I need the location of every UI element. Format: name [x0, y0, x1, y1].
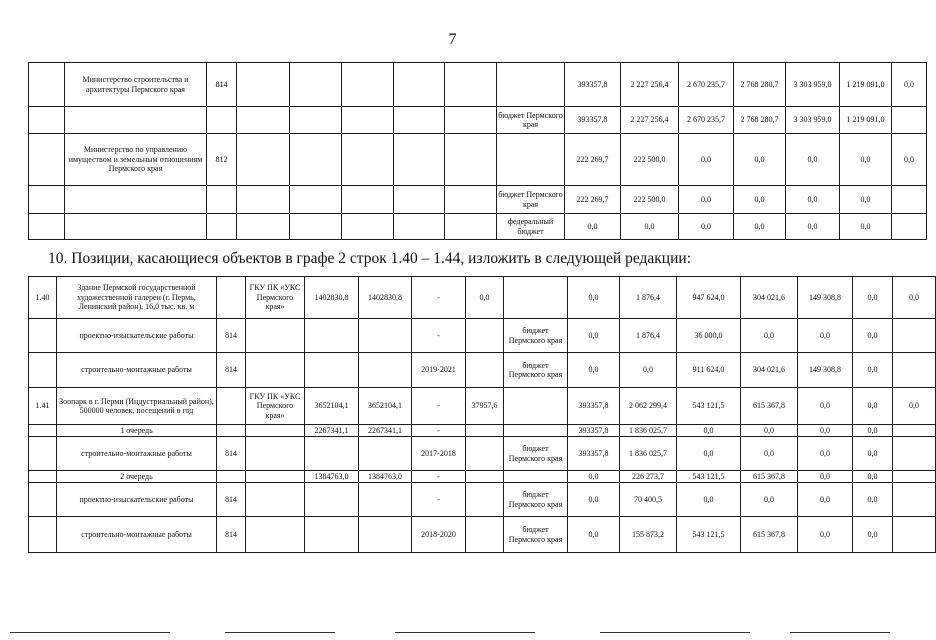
cell-v3: 0,0: [677, 437, 741, 471]
cell-v3: 36 000,0: [677, 319, 741, 353]
cell-v7: [893, 319, 936, 353]
cell-v2: 155 873,2: [620, 517, 677, 553]
cell-v2: 2 227 256,4: [621, 63, 679, 107]
cell-v1: 393357,8: [568, 437, 620, 471]
cell-v7: [893, 437, 936, 471]
cell-period: 2018-2020: [412, 517, 466, 553]
cell-v4: 304 021,6: [741, 353, 798, 388]
cell-period: -: [412, 483, 466, 517]
cell-c8: [466, 425, 504, 437]
page-bottom-rule: [225, 632, 335, 633]
cell-v4: 615 367,8: [741, 517, 798, 553]
cell-v2: 2 062 299,4: [620, 388, 677, 425]
cell-v6: 1 219 091,0: [840, 63, 892, 107]
cell-v6: 0,0: [853, 517, 893, 553]
cell-cost1: 1384763,0: [305, 471, 359, 483]
cell-v5: 149 308,8: [798, 277, 853, 319]
cell-v6: 0,0: [853, 425, 893, 437]
cell-code: [217, 471, 246, 483]
cell-c8: [466, 353, 504, 388]
cell-v7: [893, 353, 936, 388]
cell-v3: 543 121,5: [677, 471, 741, 483]
cell-source: бюджет Пермского края: [497, 186, 565, 214]
cell-c6: [342, 107, 394, 134]
cell-v5: 0,0: [786, 214, 840, 240]
cell-v1: 0,0: [568, 277, 620, 319]
cell-period: 2019-2021: [412, 353, 466, 388]
cell-v3: 0,0: [679, 214, 734, 240]
cell-c5: [290, 63, 342, 107]
cell-code: [207, 214, 237, 240]
cell-v6: 0,0: [840, 134, 892, 186]
cell-v2: 0,0: [620, 353, 677, 388]
cell-period: -: [412, 277, 466, 319]
cell-cost2: 1384763,0: [359, 471, 412, 483]
table-row: [29, 214, 927, 240]
cell-num: [29, 186, 65, 214]
cell-v6: 0,0: [853, 319, 893, 353]
cell-source: [504, 277, 568, 319]
cell-name: Здание Пермской государственной художественной галереи (г. Пермь, Ленинский район), 16,0 тыс. кв. м: [57, 277, 217, 319]
cell-v3: 947 624,0: [677, 277, 741, 319]
cell-num: [29, 134, 65, 186]
cell-v4: 0,0: [741, 483, 798, 517]
cell-v1: 0,0: [568, 517, 620, 553]
cell-cost2: 3652104,1: [359, 388, 412, 425]
table-row: [29, 107, 927, 134]
cell-cost1: 1402830,8: [305, 277, 359, 319]
cell-v5: 0,0: [798, 483, 853, 517]
cell-source: [497, 134, 565, 186]
cell-v7: [893, 471, 936, 483]
cell-v1: 0,0: [565, 214, 621, 240]
cell-v3: 0,0: [679, 186, 734, 214]
cell-c7: [394, 134, 445, 186]
cell-c8: [445, 107, 497, 134]
cell-code: [207, 186, 237, 214]
budget-table-objects: [28, 276, 936, 553]
cell-customer: ГКУ ПК «УКС Пермского края»: [246, 277, 305, 319]
table-row: [29, 425, 936, 437]
cell-num: [29, 63, 65, 107]
cell-v1: 393357,8: [568, 388, 620, 425]
cell-v4: 304 021,6: [741, 277, 798, 319]
cell-name: [65, 107, 207, 134]
cell-v5: 3 303 959,0: [786, 63, 840, 107]
cell-v1: 0,0: [568, 483, 620, 517]
cell-v4: 2 768 280,7: [734, 107, 786, 134]
cell-cost2: 2267341,1: [359, 425, 412, 437]
cell-c7: [394, 186, 445, 214]
cell-v5: 0,0: [798, 517, 853, 553]
cell-num: [29, 471, 57, 483]
cell-cost2: [359, 483, 412, 517]
cell-name: 1 очередь: [57, 425, 217, 437]
cell-code: 814: [207, 63, 237, 107]
cell-v2: 226 273,7: [620, 471, 677, 483]
cell-source: [504, 471, 568, 483]
cell-c8: [445, 214, 497, 240]
cell-num: [29, 437, 57, 471]
cell-v3: 2 670 235,7: [679, 63, 734, 107]
cell-v7: 0,0: [893, 277, 936, 319]
cell-customer: [246, 425, 305, 437]
table-row: [29, 353, 936, 388]
cell-num: [29, 214, 65, 240]
cell-num: [29, 483, 57, 517]
cell-v2: 222 500,0: [621, 186, 679, 214]
table-row: [29, 471, 936, 483]
cell-name: проектно-изыскательские работы: [57, 483, 217, 517]
cell-v2: 1 876,4: [620, 319, 677, 353]
cell-v5: 0,0: [798, 319, 853, 353]
cell-period: -: [412, 471, 466, 483]
cell-c7: [394, 214, 445, 240]
cell-v5: 0,0: [798, 425, 853, 437]
cell-num: 1.40: [29, 277, 57, 319]
cell-v2: 222 500,0: [621, 134, 679, 186]
cell-name: строительно-монтажные работы: [57, 437, 217, 471]
cell-v6: 0,0: [853, 388, 893, 425]
cell-source: [504, 388, 568, 425]
cell-v1: 222 269,7: [565, 134, 621, 186]
cell-v2: 1 836 025,7: [620, 437, 677, 471]
cell-c6: [342, 214, 394, 240]
cell-code: [207, 107, 237, 134]
table-row: [29, 437, 936, 471]
cell-customer: [246, 483, 305, 517]
cell-v7: 0,0: [893, 388, 936, 425]
cell-source: бюджет Пермского края: [504, 517, 568, 553]
cell-v6: 0,0: [840, 214, 892, 240]
cell-c5: [290, 186, 342, 214]
cell-c5: [290, 134, 342, 186]
cell-c4: [237, 63, 290, 107]
cell-name: Зоопарк в г. Перми (Индустриальный район), 500000 человек, посещений в год: [57, 388, 217, 425]
cell-c4: [237, 107, 290, 134]
cell-customer: [246, 353, 305, 388]
cell-code: [217, 388, 246, 425]
table-row: [29, 517, 936, 553]
cell-cost1: [305, 437, 359, 471]
cell-v1: 0,0: [568, 319, 620, 353]
cell-code: 814: [217, 483, 246, 517]
cell-c6: [342, 186, 394, 214]
cell-v5: 0,0: [786, 186, 840, 214]
cell-code: [217, 425, 246, 437]
cell-v4: 0,0: [741, 319, 798, 353]
cell-v2: 1 836 025,7: [620, 425, 677, 437]
cell-c8: [466, 483, 504, 517]
cell-name: [65, 214, 207, 240]
cell-code: 814: [217, 517, 246, 553]
cell-cost2: [359, 353, 412, 388]
cell-name: проектно-изыскательские работы: [57, 319, 217, 353]
cell-c6: [342, 134, 394, 186]
page-bottom-rule: [395, 632, 535, 633]
cell-v1: 0,0: [568, 353, 620, 388]
cell-cost1: [305, 353, 359, 388]
cell-v5: 0,0: [798, 437, 853, 471]
cell-cost2: 1402830,8: [359, 277, 412, 319]
cell-period: -: [412, 425, 466, 437]
cell-cost2: [359, 517, 412, 553]
cell-v3: 911 624,0: [677, 353, 741, 388]
cell-c8: [445, 63, 497, 107]
cell-customer: [246, 319, 305, 353]
cell-cost1: [305, 319, 359, 353]
cell-v1: 393357,8: [565, 107, 621, 134]
cell-v7: [892, 214, 927, 240]
cell-v4: 615 367,8: [741, 388, 798, 425]
cell-code: [217, 277, 246, 319]
cell-c8: [466, 437, 504, 471]
table-row: [29, 186, 927, 214]
cell-v6: 0,0: [853, 353, 893, 388]
cell-c4: [237, 214, 290, 240]
cell-v6: 1 219 091,0: [840, 107, 892, 134]
cell-v2: 70 400,5: [620, 483, 677, 517]
cell-v7: [892, 107, 927, 134]
cell-name: 2 очередь: [57, 471, 217, 483]
cell-v4: 615 367,8: [741, 471, 798, 483]
cell-v7: [892, 186, 927, 214]
cell-source: федеральный бюджет: [497, 214, 565, 240]
cell-v5: 0,0: [786, 134, 840, 186]
cell-name: строительно-монтажные работы: [57, 517, 217, 553]
cell-c8: 0,0: [466, 277, 504, 319]
cell-num: [29, 353, 57, 388]
page-number: 7: [448, 31, 457, 48]
cell-customer: ГКУ ПК «УКС Пермского края»: [246, 388, 305, 425]
page-bottom-rule: [10, 632, 170, 633]
cell-customer: [246, 437, 305, 471]
cell-c8: [466, 517, 504, 553]
cell-source: бюджет Пермского края: [504, 437, 568, 471]
cell-cost2: [359, 437, 412, 471]
cell-source: бюджет Пермского края: [504, 319, 568, 353]
cell-c8: [445, 186, 497, 214]
cell-c8: 37957,6: [466, 388, 504, 425]
page-bottom-rule: [790, 632, 890, 633]
section-heading: 10. Позиции, касающиеся объектов в графе 2 строк 1.40 – 1.44, изложить в следующей редакции:: [48, 250, 692, 267]
cell-v4: 0,0: [734, 134, 786, 186]
table-row: [29, 277, 936, 319]
table-row: [29, 483, 936, 517]
cell-cost2: [359, 319, 412, 353]
cell-period: 2017-2018: [412, 437, 466, 471]
cell-period: -: [412, 388, 466, 425]
cell-c7: [394, 63, 445, 107]
cell-v3: 543 121,5: [677, 388, 741, 425]
cell-v3: 2 670 235,7: [679, 107, 734, 134]
cell-v4: 0,0: [734, 186, 786, 214]
cell-code: 814: [217, 437, 246, 471]
cell-v7: [893, 483, 936, 517]
cell-num: [29, 517, 57, 553]
cell-v5: 149 308,8: [798, 353, 853, 388]
cell-customer: [246, 517, 305, 553]
table-row: [29, 134, 927, 186]
cell-c5: [290, 107, 342, 134]
cell-code: 814: [217, 353, 246, 388]
cell-v6: 0,0: [853, 471, 893, 483]
cell-v3: 0,0: [679, 134, 734, 186]
cell-source: [497, 63, 565, 107]
cell-cost1: 3652104,1: [305, 388, 359, 425]
cell-v1: 222 269,7: [565, 186, 621, 214]
cell-v4: 2 768 280,7: [734, 63, 786, 107]
cell-period: -: [412, 319, 466, 353]
cell-name: Министерство строительства и архитектуры Пермского края: [65, 63, 207, 107]
cell-c6: [342, 63, 394, 107]
cell-num: [29, 107, 65, 134]
cell-source: бюджет Пермского края: [504, 483, 568, 517]
budget-table-top: [28, 62, 927, 240]
page-bottom-rule: [600, 632, 750, 633]
cell-v2: 1 876,4: [620, 277, 677, 319]
cell-c7: [394, 107, 445, 134]
cell-v7: [893, 517, 936, 553]
cell-name: Министерство по управлению имуществом и земельным отношениям Пермского края: [65, 134, 207, 186]
cell-v7: 0,0: [892, 63, 927, 107]
cell-v6: 0,0: [853, 483, 893, 517]
cell-c5: [290, 214, 342, 240]
cell-c8: [445, 134, 497, 186]
table-row: [29, 319, 936, 353]
cell-v3: 0,0: [677, 425, 741, 437]
cell-cost1: 2267341,1: [305, 425, 359, 437]
cell-v1: 393357,8: [565, 63, 621, 107]
table-row: [29, 388, 936, 425]
cell-code: 814: [217, 319, 246, 353]
cell-source: [504, 425, 568, 437]
cell-v4: 0,0: [734, 214, 786, 240]
cell-cost1: [305, 483, 359, 517]
cell-num: [29, 425, 57, 437]
cell-code: 812: [207, 134, 237, 186]
cell-v1: 0,0: [568, 471, 620, 483]
cell-v6: 0,0: [853, 437, 893, 471]
cell-num: 1.41: [29, 388, 57, 425]
cell-v2: 2 227 256,4: [621, 107, 679, 134]
cell-v6: 0,0: [840, 186, 892, 214]
cell-v4: 0,0: [741, 437, 798, 471]
cell-source: бюджет Пермского края: [504, 353, 568, 388]
cell-c4: [237, 134, 290, 186]
table-row: [29, 63, 927, 107]
cell-v1: 393357,8: [568, 425, 620, 437]
cell-name: строительно-монтажные работы: [57, 353, 217, 388]
cell-v3: 0,0: [677, 483, 741, 517]
cell-v7: [893, 425, 936, 437]
cell-v4: 0,0: [741, 425, 798, 437]
cell-v6: 0,0: [853, 277, 893, 319]
cell-v7: 0,0: [892, 134, 927, 186]
cell-c8: [466, 319, 504, 353]
cell-cost1: [305, 517, 359, 553]
cell-customer: [246, 471, 305, 483]
cell-source: бюджет Пермского края: [497, 107, 565, 134]
cell-v2: 0,0: [621, 214, 679, 240]
cell-v5: 3 303 959,0: [786, 107, 840, 134]
cell-c4: [237, 186, 290, 214]
cell-num: [29, 319, 57, 353]
cell-name: [65, 186, 207, 214]
cell-c8: [466, 471, 504, 483]
cell-v5: 0,0: [798, 388, 853, 425]
cell-v3: 543 121,5: [677, 517, 741, 553]
cell-v5: 0,0: [798, 471, 853, 483]
